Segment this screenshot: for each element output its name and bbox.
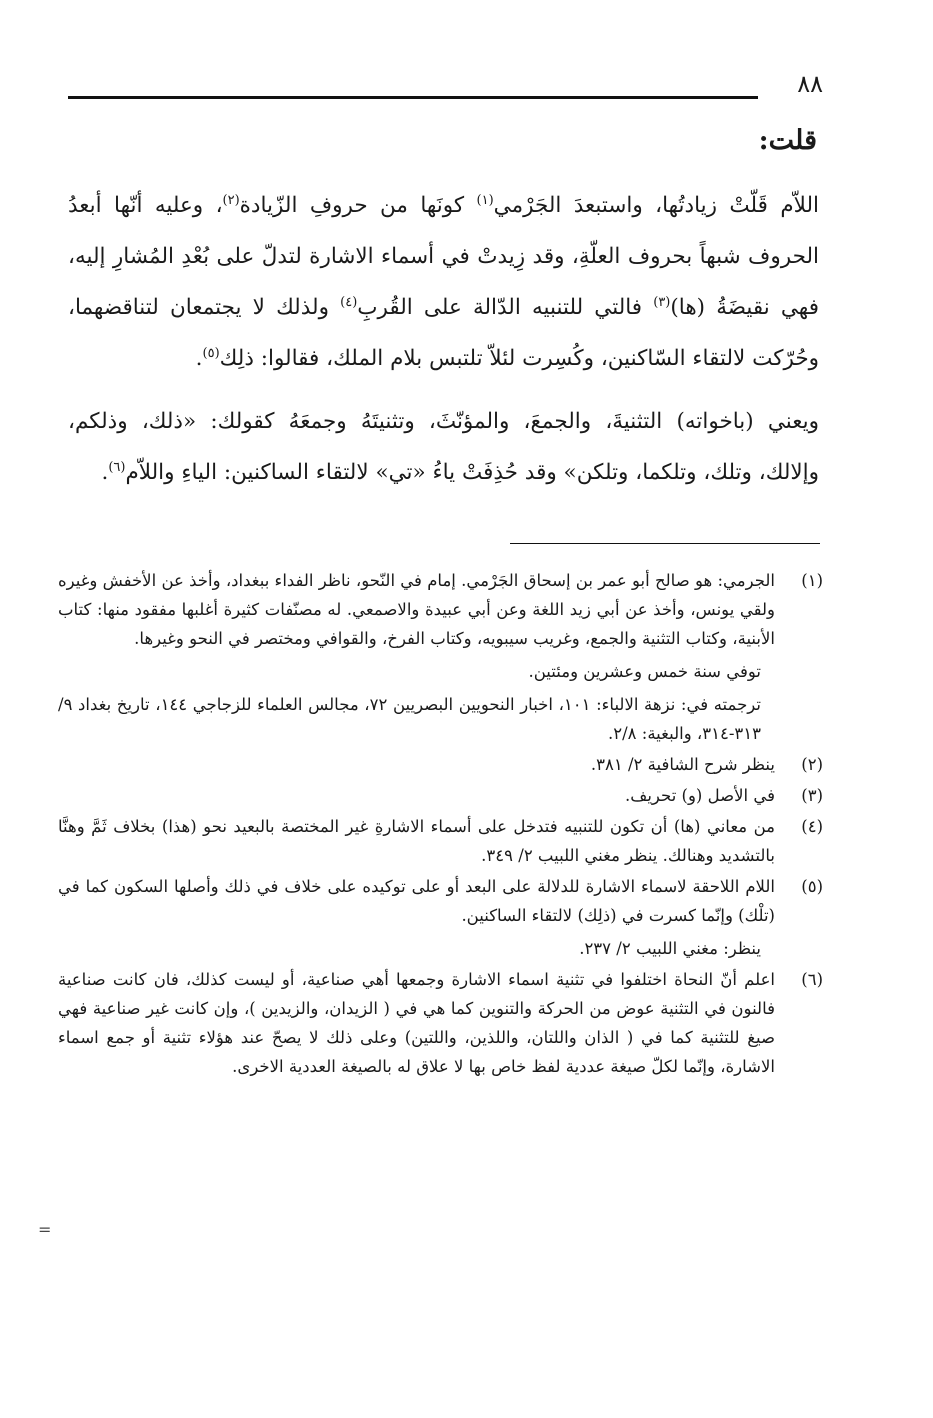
body-text: ويعني (باخواته) التثنيةَ، والجمعَ، والمؤنّثَ، وتثنيتَهُ وجمعَهُ كقولك: «ذلك، وذلكم، وإلالك، وتلك، وتلكما، وتلكن» وقد حُذِفَتْ ياءُ «تي» لالتقاء الساكنين: الياءِ واللاّم [68, 409, 819, 485]
body-text: . [101, 460, 109, 485]
body-text: . [195, 346, 203, 371]
body-paragraph [68, 396, 819, 498]
footnote [58, 781, 823, 810]
footnote-text: ينظر: مغني اللبيب ٢/ ٢٣٧. [579, 939, 761, 958]
footnote-number: (٤) [801, 817, 823, 836]
body-paragraph [68, 180, 819, 384]
footnote-body [58, 750, 775, 779]
footnote-body [58, 812, 775, 870]
footnote-body [58, 781, 775, 810]
body-text: اللاّم قَلّتْ زيادتُها، واستبعدَ الجَرْمي [493, 193, 820, 218]
footnote [58, 812, 823, 870]
footnote [58, 965, 823, 1081]
footnote-number: (٦) [801, 970, 823, 989]
footnote [58, 750, 823, 779]
footnote [58, 566, 823, 748]
footnote-number: (٣) [801, 786, 823, 805]
footnote-ref: (٦) [108, 459, 126, 475]
footnote-ref: (٥) [202, 345, 220, 361]
footnote-ref: (١) [476, 192, 494, 208]
footnote-number: (٢) [801, 755, 823, 774]
footnote-ref: (٣) [653, 294, 671, 310]
footnote [58, 872, 823, 963]
margin-mark: = [38, 1220, 52, 1239]
footnote-number: (١) [801, 571, 823, 590]
footnote-body [58, 566, 775, 748]
section-heading: قلت: [758, 125, 817, 156]
header-rule [68, 96, 758, 99]
footnote-text: توفي سنة خمس وعشرين ومئتين. [528, 662, 761, 681]
footnote-text: ينظر شرح الشافية ٢/ ٣٨١. [590, 755, 775, 774]
footnote-number: (٥) [801, 877, 823, 896]
body-text: ولذلك لا يجتمعان لتناقضهما، وحُرّكت لالتقاء السّاكنين، وكُسِرت لئلاّ تلتبس بلام الملك، فقالوا: ذلِك [68, 295, 819, 371]
body-text: فالتي للتنبيه الدّالة على القُربِ [357, 295, 654, 320]
footnote-text: من معاني (ها) أن تكون للتنبيه فتدخل على أسماء الاشارةِ غير المختصة بالبعيد نحو (هذا) بخلاف ثَمَّ وهنَّا بالتشديد وهنالك. ينظر مغني اللبيب ٢/ ٣٤٩. [58, 817, 775, 865]
footnote-ref: (٤) [340, 294, 358, 310]
footnote-text: اعلم أنّ النحاة اختلفوا في تثنية اسماء الاشارة وجمعها أهي صناعية، أو ليست كذلك، فان كانت صناعية فالنون في التثنية عوض من الحركة والتنوين كما هي في ( الزيدان، والزيدين )، وإن كانت غير صناعية فهي صيغ للتثنية كما في ( الذان واللتان، واللذين، واللتين) وعلى ذلك لا يصحّ عند هؤلاء تثنية أو جمع اسماء الاشارة، وإنّما لكلّ صيغة عددية لفظ خاص بها لا علاق له بالصيغة العددية الاخرى. [58, 970, 775, 1076]
footnote-text: اللام اللاحقة لاسماء الاشارة للدلالة على البعد أو على توكيده على خلاف في ذلك وأصلها السكون كما في (تلْك) وإنّما كسرت في (ذلِك) لالتقاء الساكنين. [58, 877, 775, 925]
main-text [68, 180, 819, 510]
footnote-rule [510, 543, 820, 544]
page-number: ٨٨ [797, 70, 823, 98]
footnote-body [58, 965, 775, 1081]
body-text: ، وعليه أنّها أبعدُ الحروف شبهاً بحروف العلّةِ، وقد زِيدتْ في أسماء الاشارة لتدلّ على بُعْدِ المُشارِ إليه، فهي نقيضَةُ (ها) [68, 193, 819, 320]
body-text: كونَها من حروفِ الزّيادة [239, 193, 477, 218]
footnotes [58, 566, 823, 1083]
footnote-ref: (٢) [222, 192, 240, 208]
footnote-text: الجرمي: هو صالح أبو عمر بن إسحاق الجَرْمي. إمام في النّحو، ناظر الفداء ببغداد، وأخذ عن الأخفش وغيره ولقي يونس، وأخذ عن أبي زيد اللغة وعن أبي عبيدة والاصمعي. له مصنّفات كثيرة أغلبها مفقود منها: كتاب الأبنية، وكتاب التثنية والجمع، وغريب سيبويه، وكتاب الفرخ، والقوافي ومختصر في النحو وغيرها. [58, 571, 775, 648]
footnote-text: في الأصل (و) تحريف. [625, 786, 775, 805]
footnote-text: ترجمته في: نزهة الالباء: ١٠١، اخبار النحويين البصريين ٧٢، مجالس العلماء للزجاجي ١٤٤، تاريخ بغداد ٩/ ٣١٣-٣١٤، والبغية: ٢/٨. [58, 695, 761, 743]
footnote-body [58, 872, 775, 963]
